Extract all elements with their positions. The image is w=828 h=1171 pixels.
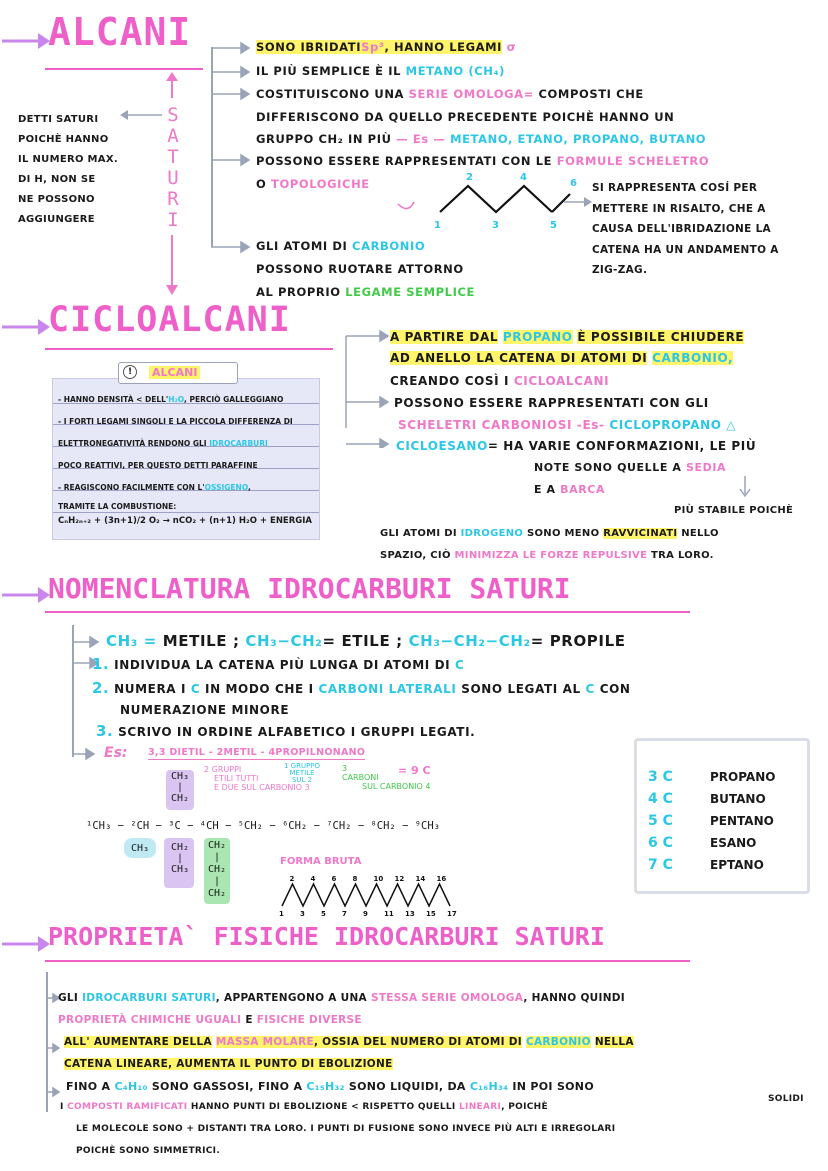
- atom-number: 4: [310, 875, 316, 883]
- bond: |: [176, 782, 184, 793]
- combustion-equation: CₙH₂ₙ₊₂ + (3n+1)/2 O₂ → nCO₂ + (n+1) H₂O + ENERGIA: [58, 516, 312, 526]
- bracket-arrows: [72, 634, 102, 760]
- note-line: CATENA HA UN ANDAMENTO A: [592, 243, 779, 256]
- note-line: CAUSA DELL'IBRIDAZIONE LA: [592, 223, 771, 235]
- atom-number: 4: [520, 172, 527, 183]
- example-label: Es:: [104, 745, 128, 761]
- divider: [45, 348, 333, 350]
- table-row: 5 C PENTANO: [648, 813, 774, 829]
- prop-line-2: PROPRIETÀ CHIMICHE UGUALI E FISICHE DIVERSE: [58, 1014, 362, 1026]
- note-line: DI H, NON SE: [18, 174, 96, 185]
- annotation: [284, 763, 320, 784]
- annotation-line: METILE: [289, 769, 315, 777]
- group: CH₃: [170, 864, 190, 875]
- alcani-line-4: DIFFERISCONO DA QUELLO PRECEDENTE POICHÈ HANNO UN: [256, 110, 675, 124]
- atom-number: 2: [466, 172, 473, 183]
- note-tab: [118, 362, 238, 384]
- arrow-right-icon: [564, 195, 594, 209]
- letter: R: [167, 188, 179, 210]
- ciclo-line-6: CICLOESANO= HA VARIE CONFORMAZIONI, LE PIÙ: [396, 439, 757, 453]
- annotation-line: ETILI TUTTI: [214, 774, 259, 783]
- note-line: AGGIUNGERE: [18, 214, 95, 225]
- letter: S: [167, 104, 179, 126]
- note-title: ALCANI: [149, 366, 200, 379]
- annotation-line: SUL CARBONIO 4: [362, 782, 431, 791]
- alcani-line-8: GLI ATOMI DI CARBONIO: [256, 239, 426, 253]
- atom-number: 3: [300, 910, 305, 918]
- ciclo-line-11: SPAZIO, CIÒ MINIMIZZA LE FORZE REPULSIVE TRA LORO.: [380, 550, 714, 561]
- letter: U: [167, 167, 179, 189]
- note-line: POCO REATTIVI, PER QUESTO DETTI PARAFFINE: [58, 461, 258, 470]
- note-line: SI RAPPRESENTA COSÍ PER: [592, 182, 758, 194]
- atom-number: 1: [434, 220, 441, 231]
- divider: [45, 611, 690, 613]
- group: CH₂: [170, 793, 190, 804]
- bracket-arrows: [46, 990, 66, 1110]
- prop-line-8: POICHÈ SONO SIMMETRICI.: [76, 1146, 221, 1156]
- group: CH₂: [207, 840, 227, 851]
- step-2b: NUMERAZIONE MINORE: [120, 703, 290, 717]
- nomenclatura-title: NOMENCLATURA IDROCARBURI SATURI: [48, 572, 571, 605]
- forma-bruta-label: FORMA BRUTA: [280, 856, 362, 867]
- example-name: 3,3 DIETIL - 2METIL - 4PROPILNONANO: [148, 747, 366, 758]
- note-line: ZIG-ZAG.: [592, 264, 648, 276]
- divider: [45, 960, 690, 962]
- arrow-left-icon: [120, 108, 164, 122]
- prop-line-1: GLI IDROCARBURI SATURI, APPARTENGONO A UNA STESSA SERIE OMOLOGA, HANNO QUINDI: [58, 992, 626, 1004]
- arrow-up-icon: [164, 72, 180, 100]
- prop-line-5b: SOLIDI: [768, 1094, 804, 1104]
- atom-number: 14: [415, 875, 426, 883]
- alkane-table-body: [648, 766, 775, 876]
- note-line: DETTI SATURI: [18, 114, 99, 125]
- group: CH₂: [207, 888, 227, 899]
- main-chain: ¹CH₃ − ²CH − ³C − ⁴CH − ⁵CH₂ − ⁶CH₂ − ⁷CH₂ − ⁸CH₂ − ⁹CH₃: [86, 820, 441, 832]
- atom-number: 13: [405, 910, 415, 918]
- annotation-line: E DUE SUL CARBONIO 3: [214, 783, 310, 792]
- alcani-line-6: POSSONO ESSERE RAPPRESENTATI CON LE FORMULE SCHELETRO: [256, 154, 710, 168]
- annotation: = 9 C: [398, 764, 431, 777]
- step-2: 2. NUMERA I C IN MODO CHE I CARBONI LATERALI SONO LEGATI AL C CON: [92, 679, 631, 697]
- ciclo-line-7: NOTE SONO QUELLE A SEDIA: [534, 461, 727, 474]
- side-note: [18, 110, 118, 230]
- ciclo-line-9: PIÙ STABILE POICHÈ: [674, 505, 794, 516]
- annotation-line: SUL 2: [291, 776, 313, 784]
- bracket-arrows: [211, 40, 251, 255]
- letter: T: [167, 146, 179, 168]
- atom-number: 12: [394, 875, 405, 883]
- atom-number: 1: [279, 910, 284, 918]
- atom-number: 17: [447, 910, 457, 918]
- ciclo-line-4: POSSONO ESSERE RAPPRESENTATI CON GLI: [394, 396, 709, 410]
- saturi-vertical: [162, 105, 184, 231]
- note-line: NE POSSONO: [18, 194, 95, 205]
- alcani-line-5: GRUPPO CH₂ IN PIÙ — Es — METANO, ETANO, PROPANO, BUTANO: [256, 132, 707, 146]
- arrow-icon: [0, 933, 50, 955]
- ciclo-line-2: AD ANELLO LA CATENA DI ATOMI DI CARBONIO,: [390, 351, 734, 365]
- bond: |: [213, 876, 221, 887]
- note-line: - I FORTI LEGAMI SINGOLI E LA PICCOLA DIFFERENZA DI: [58, 417, 293, 426]
- table-row: 3 C PROPANO: [648, 769, 776, 785]
- atom-number: 15: [426, 910, 436, 918]
- arrow-icon: [0, 30, 50, 52]
- alcani-line-10: AL PROPRIO LEGAME SEMPLICE: [256, 285, 475, 299]
- atom-number: 3: [492, 220, 499, 231]
- zig-note: [592, 178, 779, 281]
- branch-up: [170, 771, 190, 804]
- table-row: 4 C BUTANO: [648, 791, 766, 807]
- atom-number: 16: [436, 875, 447, 883]
- atom-number: 5: [321, 910, 326, 918]
- atom-number: 2: [289, 875, 295, 883]
- group: CH₃: [170, 771, 190, 782]
- forma-bruta-zigzag: [270, 872, 480, 922]
- bracket-arrows: [344, 328, 394, 448]
- atom-number: 6: [331, 875, 337, 883]
- bond: |: [176, 853, 184, 864]
- letter: I: [167, 209, 179, 231]
- skeletal-formula: [380, 172, 590, 232]
- prop-line-6: I COMPOSTI RAMIFICATI HANNO PUNTI DI EBOLIZIONE < RISPETTO QUELLI LINEARI, POICHÈ: [60, 1102, 548, 1112]
- atom-number: 11: [384, 910, 394, 918]
- arrow-icon: [0, 584, 50, 606]
- atom-number: 10: [373, 875, 384, 883]
- branch-down-4: [207, 840, 227, 900]
- alcani-line-9: POSSONO RUOTARE ATTORNO: [256, 262, 464, 276]
- note-line: TRAMITE LA COMBUSTIONE:: [58, 502, 177, 511]
- prop-line-5: FINO A C₄H₁₀ SONO GASSOSI, FINO A C₁₅H₃₂ SONO LIQUIDI, DA C₁₆H₃₄ IN POI SONO: [66, 1080, 594, 1093]
- ciclo-line-1: A PARTIRE DAL PROPANO È POSSIBILE CHIUDERE: [390, 330, 745, 344]
- atom-number: 8: [352, 875, 358, 883]
- note-line: ELETTRONEGATIVITÀ RENDONO GLI IDROCARBURI: [58, 439, 268, 448]
- letter: A: [167, 125, 179, 147]
- arrow-down-icon: [164, 235, 180, 297]
- annotation-line: 1 GRUPPO: [284, 762, 321, 770]
- annotation-line: CARBONI: [342, 773, 379, 782]
- atom-number: 5: [550, 220, 557, 231]
- group: CH₂: [207, 864, 227, 875]
- prop-line-7: LE MOLECOLE SONO + DISTANTI TRA LORO. I PUNTI DI FUSIONE SONO INVECE PIÙ ALTI E IRREGOLARI: [76, 1124, 616, 1134]
- table-row: 7 C EPTANO: [648, 857, 764, 873]
- step-1: 1. INDIVIDUA LA CATENA PIÙ LUNGA DI ATOMI DI C: [92, 655, 465, 673]
- bond: |: [213, 852, 221, 863]
- branch-down-3: [170, 842, 190, 875]
- group: CH₂: [170, 842, 190, 853]
- proprieta-title: PROPRIETA` FISICHE IDROCARBURI SATURI: [48, 922, 605, 951]
- note-body: [58, 389, 312, 527]
- cicloalcani-title: CICLOALCANI: [48, 300, 291, 340]
- ciclo-line-8: E A BARCA: [534, 483, 606, 496]
- table-row: 6 C ESANO: [648, 835, 757, 851]
- prop-line-4: CATENA LINEARE, AUMENTA IL PUNTO DI EBOLIZIONE: [64, 1058, 393, 1070]
- alcani-title: ALCANI: [48, 10, 192, 54]
- alcani-line-1: SONO IBRIDATISp³, HANNO LEGAMI σ: [256, 40, 517, 54]
- arrow-down-icon: [738, 476, 752, 498]
- note-line: - REAGISCONO FACILMENTE CON L'OSSIGENO,: [58, 483, 251, 492]
- ciclo-line-5: SCHELETRI CARBONIOSI -Es- CICLOPROPANO △: [398, 418, 737, 432]
- annotation-line: 3: [342, 764, 348, 773]
- note-line: - HANNO DENSITÀ < DELL'H₂O, PERCIÒ GALLEGGIANO: [58, 395, 284, 404]
- warning-icon: !: [123, 365, 137, 379]
- annotation-line: 2 GRUPPI: [204, 765, 242, 774]
- groups-line: CH₃ = METILE ; CH₃−CH₂= ETILE ; CH₃−CH₂−CH₂= PROPILE: [106, 632, 626, 650]
- prop-line-3: ALL' AUMENTARE DELLA MASSA MOLARE, OSSIA DEL NUMERO DI ATOMI DI CARBONIO NELLA: [64, 1036, 634, 1048]
- note-line: METTERE IN RISALTO, CHE A: [592, 202, 766, 215]
- note-line: POICHÈ HANNO: [18, 134, 109, 145]
- ciclo-line-3: CREANDO COSÌ I CICLOALCANI: [390, 374, 610, 388]
- alcani-line-7: O TOPOLOGICHE: [256, 177, 370, 191]
- ciclo-line-10: GLI ATOMI DI IDROGENO SONO MENO RAVVICINATI NELLO: [380, 528, 719, 539]
- branch-methyl: CH₃: [131, 843, 150, 854]
- note-line: IL NUMERO MAX.: [18, 154, 118, 165]
- alcani-line-3: COSTITUISCONO UNA SERIE OMOLOGA= COMPOSTI CHE: [256, 87, 644, 101]
- step-3: 3. SCRIVO IN ORDINE ALFABETICO I GRUPPI LEGATI.: [96, 722, 476, 740]
- atom-number: 9: [363, 910, 368, 918]
- divider: [45, 68, 203, 70]
- atom-number: 6: [570, 178, 577, 189]
- atom-number: 7: [342, 910, 347, 918]
- alcani-line-2: IL PIÙ SEMPLICE È IL METANO (CH₄): [256, 64, 506, 78]
- arrow-icon: [0, 316, 50, 338]
